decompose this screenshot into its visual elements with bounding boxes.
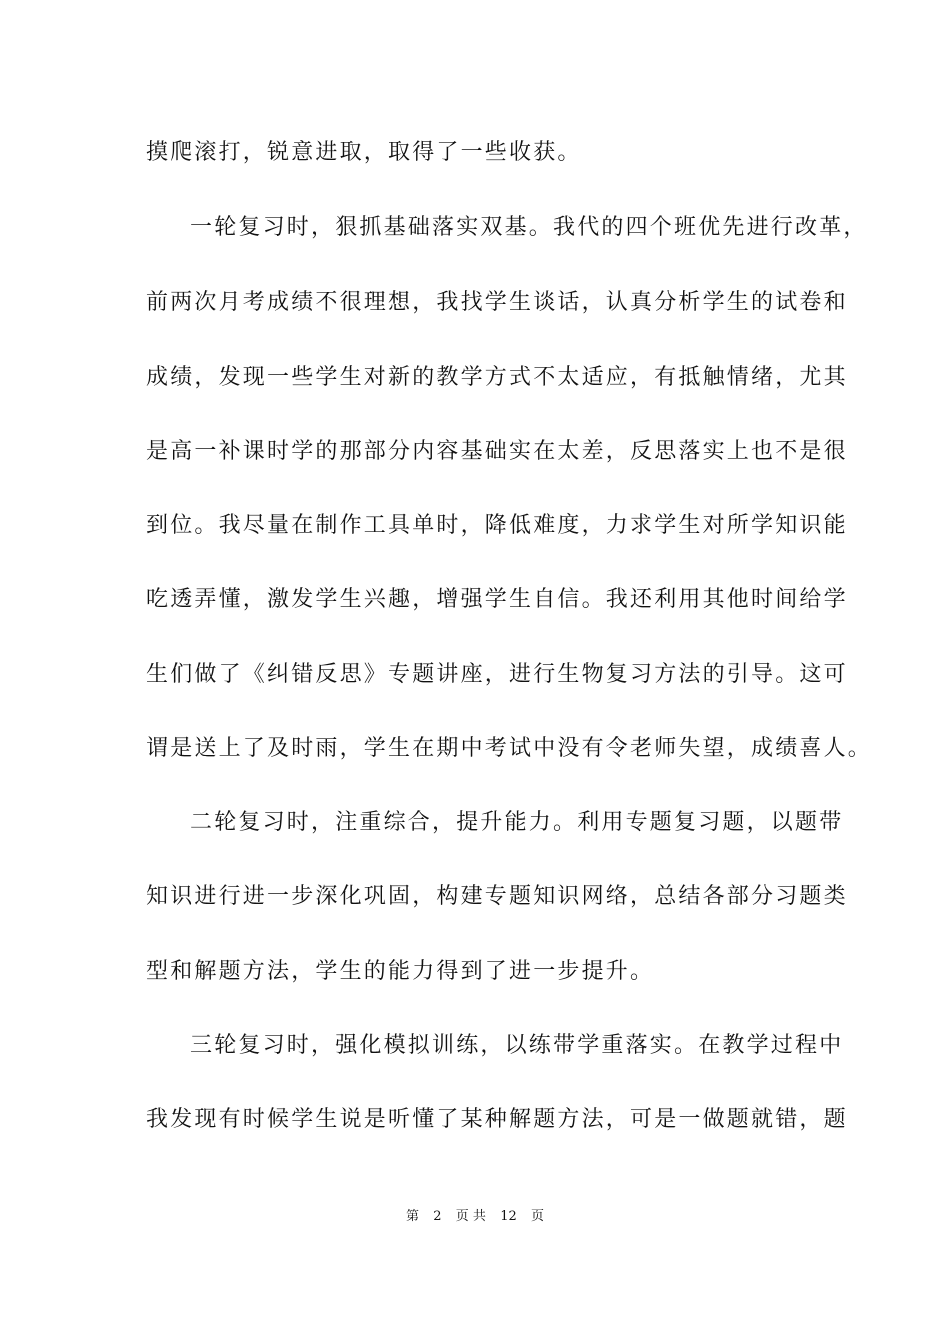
- text-line: 到位。我尽量在制作工具单时，降低难度，力求学生对所学知识能: [146, 513, 848, 538]
- text-line: 型和解题方法，学生的能力得到了进一步提升。: [146, 959, 655, 984]
- text-line: 摸爬滚打，锐意进取，取得了一些收获。: [146, 140, 582, 165]
- footer-page-number: 2: [433, 1209, 442, 1224]
- text-line: 生们做了《纠错反思》专题讲座，进行生物复习方法的引导。这可: [146, 662, 848, 687]
- text-line: 谓是送上了及时雨，学生在期中考试中没有令老师失望，成绩喜人。: [146, 736, 873, 761]
- text-line: 是高一补课时学的那部分内容基础实在太差，反思落实上也不是很: [146, 439, 848, 464]
- paragraph-first-line: 二轮复习时，注重综合，提升能力。利用专题复习题，以题带: [190, 810, 844, 835]
- footer-prefix: 第: [405, 1209, 419, 1224]
- paragraph-first-line: 三轮复习时，强化模拟训练，以练带学重落实。在教学过程中: [190, 1033, 844, 1058]
- footer-middle: 页 共: [455, 1209, 486, 1224]
- text-line: 吃透弄懂，激发学生兴趣，增强学生自信。我还利用其他时间给学: [146, 587, 848, 612]
- page-footer: [0, 1208, 950, 1226]
- paragraph-first-line: 一轮复习时，狠抓基础落实双基。我代的四个班优先进行改革，: [190, 215, 868, 240]
- text-line: 成绩，发现一些学生对新的教学方式不太适应，有抵触情绪，尤其: [146, 365, 848, 390]
- footer-total-pages: 12: [500, 1209, 517, 1224]
- text-line: 前两次月考成绩不很理想，我找学生谈话，认真分析学生的试卷和: [146, 290, 848, 315]
- text-line: 知识进行进一步深化巩固，构建专题知识网络，总结各部分习题类: [146, 884, 848, 909]
- footer-suffix: 页: [531, 1209, 545, 1224]
- text-line: 我发现有时候学生说是听懂了某种解题方法，可是一做题就错，题: [146, 1107, 848, 1132]
